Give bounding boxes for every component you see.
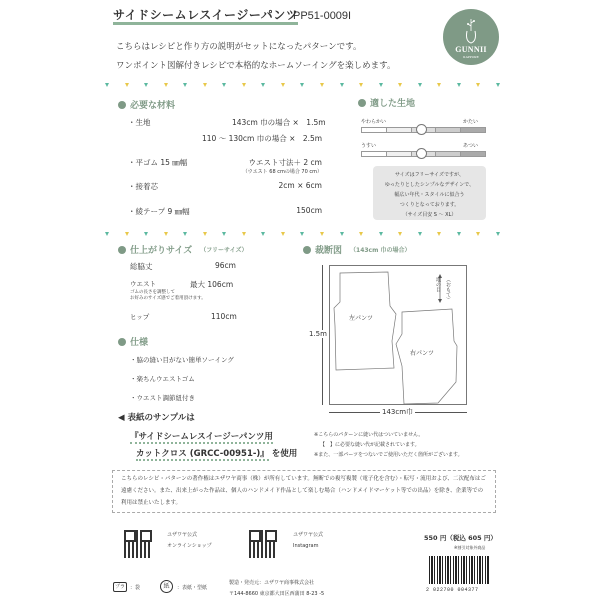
product-code: PP51-0009I <box>293 10 352 22</box>
material-value: 110 〜 130cm 巾の場合 × 2.5m <box>202 134 323 143</box>
sample-line: カットクロス (GRCC-00951-)』 を使用 <box>136 449 298 459</box>
material-value: 143cm 巾の場合 × 1.5m <box>232 118 326 127</box>
price: 550 円（税込 605 円） <box>424 534 497 542</box>
height-label: 1.5m <box>309 330 327 338</box>
spec-item: ・楽ちんウエストゴム <box>130 375 195 383</box>
grain-label: 地の目 <box>435 277 441 292</box>
qr2-caption: ユザワヤ公式 Instagram <box>293 532 324 549</box>
materials-heading: 必要な材料 <box>118 98 175 111</box>
size-value: 110cm <box>211 312 237 321</box>
bullet-icon <box>118 246 126 254</box>
manufacturer-info: 製造・発売元：ユザワヤ商事株式会社 〒144-8660 東京都大田区西蒲田 8-23 -5 <box>229 580 325 597</box>
spec-item: ・脇の縫い目がない簡単ソーイング <box>130 356 234 364</box>
cutting-notes: ※こちらのパターンに縫い代はついていません。 【 】に必要な縫い代が記載されています。 ※また、一部パーツをつないでご使用いただく箇所がございます。 <box>314 432 463 458</box>
dot-divider <box>105 83 500 91</box>
size-value: 96cm <box>215 261 236 270</box>
material-value: 150cm <box>296 206 322 215</box>
material-label: ・平ゴム 15 ㎜幅 <box>128 158 188 167</box>
size-note: ゴムの長さを調整して お好みのサイズ感でご着用頂けます。 <box>130 290 206 301</box>
scale-right-label: かたい <box>463 119 479 125</box>
bullet-icon <box>358 99 366 107</box>
width-label: 143cm巾 <box>382 408 414 416</box>
recycle2-label: ：表紙・型紙 <box>177 585 208 591</box>
size-label: ヒップ <box>130 313 150 321</box>
scale-right-label: あつい <box>463 143 479 149</box>
price-note: ※割引対象外商品 <box>454 545 486 550</box>
material-label: ・生地 <box>128 118 151 127</box>
material-label: ・綾テープ 9 ㎜幅 <box>128 207 190 216</box>
barcode <box>429 556 489 584</box>
intro-line: ワンポイント図解付きレシピで本格的なホームソーイングを楽しめます。 <box>116 61 396 71</box>
sample-line: 『サイドシームレスイージーパンツ用 <box>130 432 273 442</box>
intro-text <box>116 38 395 76</box>
material-label: ・接着芯 <box>128 182 158 191</box>
recycle1-label: ：袋 <box>130 585 141 591</box>
brand-logo <box>443 9 499 65</box>
size-info-box: サイズはフリーサイズですが、 ゆったりとしたシンプルなデザインで、 幅広い年代・スタイルに似合う つくりとなっております。 （サイズ目安 S 〜 XL） <box>373 166 486 220</box>
material-note: （ウエスト 68 cmの場合 70 cm） <box>242 169 322 175</box>
thickness-indicator <box>416 148 427 159</box>
logo-sub: RAPPORE <box>463 55 479 59</box>
qr-code-online-shop[interactable] <box>124 530 152 558</box>
firmness-indicator <box>416 124 427 135</box>
vase-flower-icon <box>461 17 481 45</box>
sample-line: ◀ 表紙のサンプルは <box>118 413 195 423</box>
finished-size-heading: 仕上がりサイズ （フリーサイズ） <box>118 243 248 256</box>
bullet-icon <box>303 246 311 254</box>
size-label: ウエスト <box>130 280 156 288</box>
size-value: 最大 106cm <box>190 280 234 289</box>
plastic-recycle-icon: プラ <box>114 584 125 590</box>
copyright-notice: こちらのレシピ・パターンの著作権はユザワヤ商事（株）が所有しています。無断での複写複製（電子化を含む）・転写・流用および、二次配布はご遠慮ください。また、出来上がった作品は、個人のハンドメイド作品として楽しむ場合（ハンドメイドマーケット等での出品）を除き、企業等での利用は禁止いたします。 <box>112 470 496 513</box>
material-value: 2cm × 6cm <box>278 181 322 190</box>
specs-heading: 仕様 <box>118 335 148 348</box>
material-value: ウエスト寸法＋ 2 cm <box>248 158 322 167</box>
dot-divider <box>105 232 500 240</box>
qr1-caption: ユザワヤ公式 オンラインショップ <box>167 532 212 549</box>
left-piece-label: 左パンツ <box>349 315 374 322</box>
scale-left-label: うすい <box>361 143 377 149</box>
barcode-number: 2 022700 004377 <box>426 587 479 593</box>
bullet-icon <box>118 101 126 109</box>
scale-left-label: やわらかい <box>361 119 387 125</box>
product-title: サイドシームレスイージーパンツ <box>113 8 298 25</box>
bullet-icon <box>118 338 126 346</box>
fold-label: （おもて） <box>445 277 451 302</box>
spec-item: ・ウエスト調節紐付き <box>130 394 195 402</box>
size-label: 総脇丈 <box>130 262 153 271</box>
paper-recycle-icon: 紙 <box>160 580 173 593</box>
qr-code-instagram[interactable] <box>249 530 277 558</box>
intro-line: こちらはレシピと作り方の説明がセットになったパターンです。 <box>116 42 362 52</box>
right-piece-label: 右パンツ <box>410 350 435 357</box>
logo-brand: GUNNII <box>455 45 487 54</box>
cutting-heading: 裁断図 （143cm 巾の場合） <box>303 243 410 256</box>
fabric-heading: 適した生地 <box>358 96 415 109</box>
